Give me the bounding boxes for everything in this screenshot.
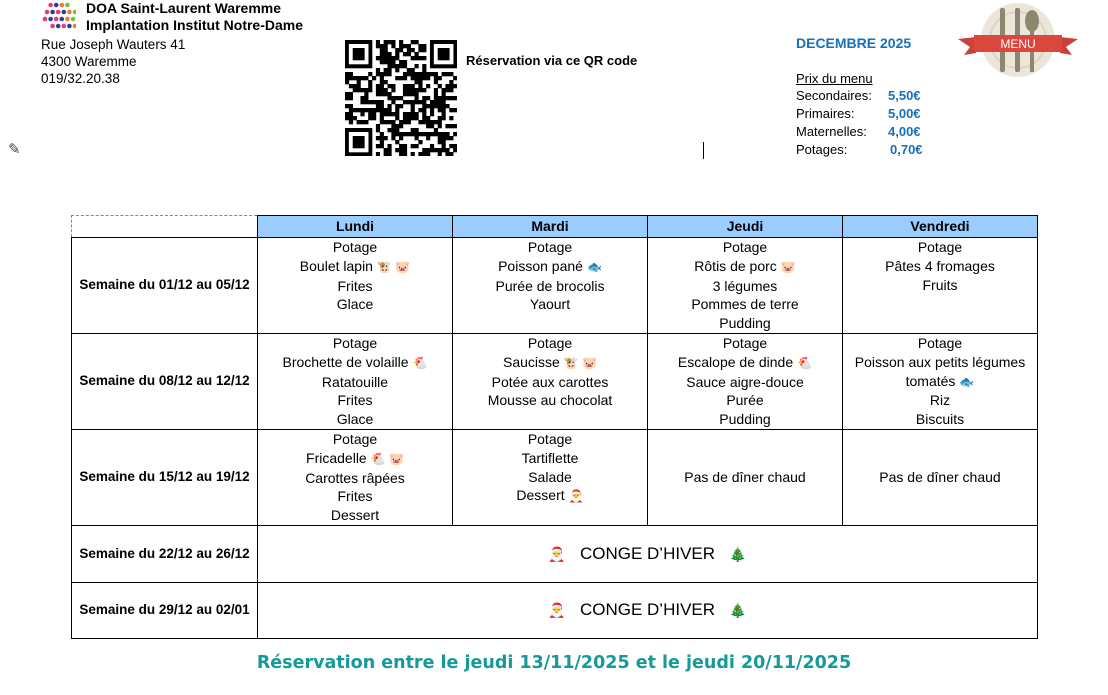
address-city: 4300 Waremme xyxy=(41,54,137,69)
meal-item xyxy=(843,334,1037,353)
price-row xyxy=(796,141,923,159)
meal-item xyxy=(258,277,452,296)
dish-name: Purée xyxy=(726,392,764,409)
address-street: Rue Joseph Wauters 41 xyxy=(41,37,186,52)
price-label: Potages: xyxy=(796,142,848,157)
meal-item xyxy=(453,257,647,277)
dish-name: Frites xyxy=(337,392,373,409)
meal-item xyxy=(258,469,452,488)
dish-name: tomatés xyxy=(905,372,956,389)
tree-icon: 🎄 xyxy=(729,545,747,562)
santa-icon: 🎅 xyxy=(548,545,566,562)
santa-icon: 🎅 xyxy=(548,602,566,619)
menu-plate-logo xyxy=(958,3,1078,78)
dish-name: Potage xyxy=(332,430,378,447)
day-header-jeudi: Jeudi xyxy=(648,216,843,238)
meal-item xyxy=(648,334,842,353)
edit-icon[interactable]: ✎ xyxy=(8,141,21,158)
price-title: Prix du menu xyxy=(796,71,873,86)
meal-item xyxy=(843,391,1037,410)
meal-item xyxy=(843,468,1037,487)
dish-name: Pas de dîner chaud xyxy=(879,469,1001,486)
meal-item xyxy=(453,353,647,373)
meat-type-icon: 🐷 xyxy=(780,259,796,274)
text-cursor xyxy=(703,142,704,159)
dish-name: Carottes râpées xyxy=(305,469,405,486)
meal-item xyxy=(258,257,452,277)
meal-item xyxy=(843,353,1037,372)
dish-name: Pudding xyxy=(719,411,771,428)
price-value: 5,00€ xyxy=(888,106,921,121)
holiday-label: CONGE D’HIVER xyxy=(579,600,716,620)
dish-name: Potage xyxy=(917,334,963,351)
dish-name: Pâtes 4 fromages xyxy=(885,257,995,274)
meal-item xyxy=(648,410,842,429)
price-value: 0,70€ xyxy=(890,142,923,157)
meat-type-icon: 🐮 🐷 xyxy=(376,259,411,274)
meal-item xyxy=(453,334,647,353)
meal-item xyxy=(258,295,452,314)
meal-item xyxy=(258,449,452,469)
dish-name: Potage xyxy=(722,239,768,255)
meal-item xyxy=(453,449,647,468)
dish-name: Potage xyxy=(722,334,768,351)
meal-item xyxy=(648,373,842,392)
dish-name: Potage xyxy=(332,239,378,255)
price-label: Secondaires: xyxy=(796,88,872,103)
dish-name: Potée aux carottes xyxy=(491,373,609,390)
meal-cell xyxy=(453,238,648,334)
meat-type-icon: 🐮 🐷 xyxy=(563,355,598,370)
dish-name: Ratatouille xyxy=(321,373,389,390)
price-label: Primaires: xyxy=(796,106,855,121)
week-label: Semaine du 15/12 au 19/12 xyxy=(72,429,258,525)
org-name: DOA Saint-Laurent Waremme xyxy=(86,0,281,16)
dish-name: Potage xyxy=(527,334,573,351)
dish-name: Frites xyxy=(337,488,373,505)
meal-item xyxy=(453,391,647,410)
meat-type-icon: 🐔 xyxy=(797,355,813,370)
meal-item xyxy=(453,277,647,296)
meal-item xyxy=(453,295,647,314)
menu-badge-text: MENU xyxy=(1000,37,1036,51)
meal-cell xyxy=(453,333,648,429)
meal-item xyxy=(258,430,452,449)
dish-name: Purée de brocolis xyxy=(495,277,605,294)
price-value: 5,50€ xyxy=(888,88,921,103)
week-row xyxy=(72,525,1038,582)
meal-item xyxy=(258,506,452,525)
price-row xyxy=(796,105,923,123)
dish-name: Riz xyxy=(929,392,951,409)
month-title: DECEMBRE 2025 xyxy=(796,35,912,51)
meal-cell xyxy=(258,429,453,525)
meal-cell xyxy=(648,238,843,334)
meal-item xyxy=(648,314,842,333)
meal-item xyxy=(258,391,452,410)
dish-name: Dessert xyxy=(330,507,380,524)
meal-item xyxy=(453,373,647,392)
meal-item xyxy=(843,410,1037,429)
meal-item xyxy=(258,373,452,392)
dish-name: Biscuits xyxy=(915,411,965,428)
meal-item xyxy=(843,372,1037,392)
meal-cell xyxy=(453,429,648,525)
dish-name: 3 légumes xyxy=(712,277,778,294)
dish-name: Boulet lapin xyxy=(299,257,373,274)
corner-cell xyxy=(72,216,258,238)
week-row xyxy=(72,582,1038,638)
meat-type-icon: 🐔 🐷 xyxy=(370,451,404,466)
dish-name: Sauce aigre-douce xyxy=(686,373,804,390)
week-row xyxy=(72,429,1038,525)
holiday-cell xyxy=(258,582,1038,638)
meal-item xyxy=(453,486,647,506)
meal-item xyxy=(843,257,1037,276)
dish-name: Brochette de volaille xyxy=(282,353,409,370)
dish-name: Pommes de terre xyxy=(691,296,799,313)
day-header-vendredi: Vendredi xyxy=(843,216,1038,238)
meal-item xyxy=(648,468,842,487)
dish-name: Dessert xyxy=(516,487,565,504)
meal-item xyxy=(453,468,647,487)
school-logo xyxy=(42,2,76,30)
price-list xyxy=(796,70,923,159)
site-name: Implantation Institut Notre-Dame xyxy=(86,17,304,33)
dish-name: Potage xyxy=(332,334,378,351)
meat-type-icon: 🐟 xyxy=(959,374,975,389)
dish-name: Yaourt xyxy=(529,296,571,313)
reservation-footer: Réservation entre le jeudi 13/11/2025 et le jeudi 20/11/2025 xyxy=(256,653,852,673)
menu-table xyxy=(71,215,1038,639)
dish-name: Escalope de dinde xyxy=(677,353,794,370)
meal-item xyxy=(648,353,842,373)
week-label: Semaine du 08/12 au 12/12 xyxy=(72,333,258,429)
phone: 019/32.20.38 xyxy=(41,71,120,86)
price-row xyxy=(796,87,923,105)
meal-item xyxy=(258,334,452,353)
meal-item xyxy=(843,276,1037,295)
price-row xyxy=(796,123,923,141)
meal-item xyxy=(453,430,647,449)
qr-code[interactable] xyxy=(345,40,457,156)
dish-name: Frites xyxy=(337,277,373,294)
meat-type-icon: 🎅 xyxy=(568,489,584,504)
week-label: Semaine du 01/12 au 05/12 xyxy=(72,238,258,334)
dish-name: Tartiflette xyxy=(521,449,579,466)
meal-cell xyxy=(843,333,1038,429)
dish-name: Salade xyxy=(528,468,572,485)
price-value: 4,00€ xyxy=(888,124,921,139)
day-header-mardi: Mardi xyxy=(453,216,648,238)
meal-item xyxy=(453,238,647,257)
meal-item xyxy=(648,295,842,314)
dish-name: Fricadelle xyxy=(306,449,367,466)
week-row xyxy=(72,333,1038,429)
dish-name: Rôtis de porc xyxy=(694,257,777,274)
meal-item xyxy=(648,257,842,277)
dish-name: Pudding xyxy=(719,315,771,332)
week-label: Semaine du 29/12 au 02/01 xyxy=(72,582,258,638)
dish-name: Fruits xyxy=(922,276,958,293)
meal-cell xyxy=(258,333,453,429)
meal-cell xyxy=(648,333,843,429)
dish-name: Poisson pané xyxy=(498,257,583,274)
meal-item xyxy=(648,391,842,410)
meal-item xyxy=(843,238,1037,257)
week-label: Semaine du 22/12 au 26/12 xyxy=(72,525,258,582)
week-row xyxy=(72,238,1038,334)
dish-name: Saucisse xyxy=(502,353,560,370)
meal-item xyxy=(258,238,452,257)
dish-name: Potage xyxy=(527,239,573,255)
dish-name: Glace xyxy=(336,411,374,428)
meal-cell xyxy=(258,238,453,334)
meal-cell xyxy=(843,429,1038,525)
meat-type-icon: 🐟 xyxy=(586,259,602,274)
dish-name: Poisson aux petits légumes xyxy=(854,353,1026,370)
meal-item xyxy=(648,238,842,257)
qr-caption: Réservation via ce QR code xyxy=(466,53,638,68)
dish-name: Potage xyxy=(527,430,573,447)
meal-item xyxy=(258,410,452,429)
meat-type-icon: 🐔 xyxy=(412,355,428,370)
dish-name: Glace xyxy=(336,296,374,313)
dish-name: Potage xyxy=(917,239,963,255)
dish-name: Mousse au chocolat xyxy=(487,392,613,409)
holiday-label: CONGE D’HIVER xyxy=(579,543,716,563)
day-header-lundi: Lundi xyxy=(258,216,453,238)
meal-cell xyxy=(648,429,843,525)
meal-item xyxy=(648,277,842,296)
meal-item xyxy=(258,487,452,506)
tree-icon: 🎄 xyxy=(729,602,747,619)
meal-item xyxy=(258,353,452,373)
holiday-cell xyxy=(258,525,1038,582)
dish-name: Pas de dîner chaud xyxy=(684,469,806,486)
meal-cell xyxy=(843,238,1038,334)
price-label: Maternelles: xyxy=(796,124,867,139)
